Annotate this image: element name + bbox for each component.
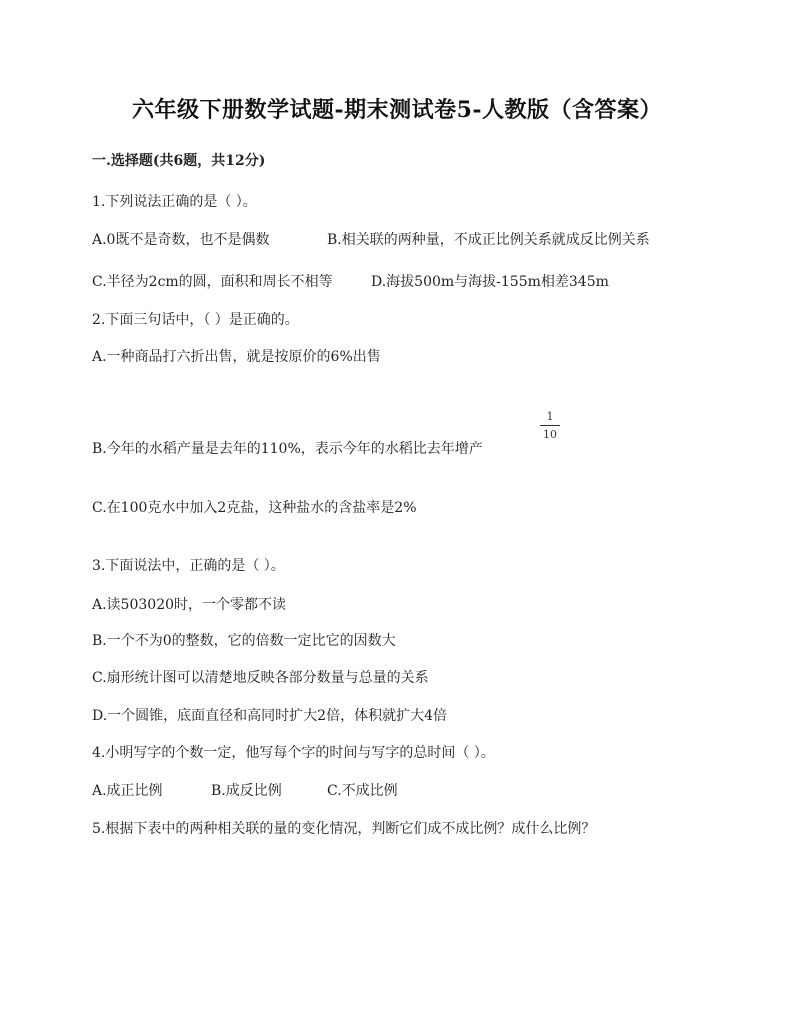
question-3-option-b: B.一个不为0的整数，它的倍数一定比它的因数大 [92, 633, 396, 649]
question-3-option-a: A.读503020时，一个零都不读 [92, 597, 287, 613]
fraction-bar [540, 425, 560, 426]
page-title: 六年级下册数学试题-期末测试卷5-人教版（含答案） [131, 97, 663, 123]
question-2-option-a: A.一种商品打六折出售，就是按原价的6%出售 [92, 349, 381, 365]
question-1-option-c: C.半径为2cm的圆，面积和周长不相等 [92, 274, 333, 290]
question-5-stem: 5.根据下表中的两种相关联的量的变化情况，判断它们成不成比例？成什么比例？ [92, 821, 596, 837]
fraction-one-tenth [539, 410, 561, 441]
question-2-stem: 2.下面三句话中，（ ）是正确的。 [92, 312, 299, 328]
question-4-option-a: A.成正比例 [92, 783, 163, 799]
question-4-stem: 4.小明写字的个数一定，他写每个字的时间与写字的总时间（ ）。 [92, 745, 495, 761]
question-2-option-b: B.今年的水稻产量是去年的110%，表示今年的水稻比去年增产 [92, 441, 483, 457]
section-heading: 一.选择题(共6题，共12分) [92, 153, 266, 169]
question-3-stem: 3.下面说法中，正确的是（ ）。 [92, 558, 285, 574]
question-1-option-d: D.海拔500m与海拔-155m相差345m [371, 274, 609, 290]
question-4-option-b: B.成反比例 [211, 783, 282, 799]
question-3-option-c: C.扇形统计图可以清楚地反映各部分数量与总量的关系 [92, 670, 429, 686]
question-2-option-c: C.在100克水中加入2克盐，这种盐水的含盐率是2% [92, 500, 417, 516]
question-1-stem: 1.下列说法正确的是（ ）。 [92, 194, 257, 210]
question-1-option-b: B.相关联的两种量，不成正比例关系就成反比例关系 [327, 232, 650, 248]
question-3-option-d: D.一个圆锥，底面直径和高同时扩大2倍，体积就扩大4倍 [92, 708, 447, 724]
question-4-option-c: C.不成比例 [327, 783, 398, 799]
fraction-denominator: 10 [543, 428, 557, 441]
fraction-numerator: 1 [546, 410, 554, 423]
question-1-option-a: A.0既不是奇数，也不是偶数 [92, 232, 270, 248]
